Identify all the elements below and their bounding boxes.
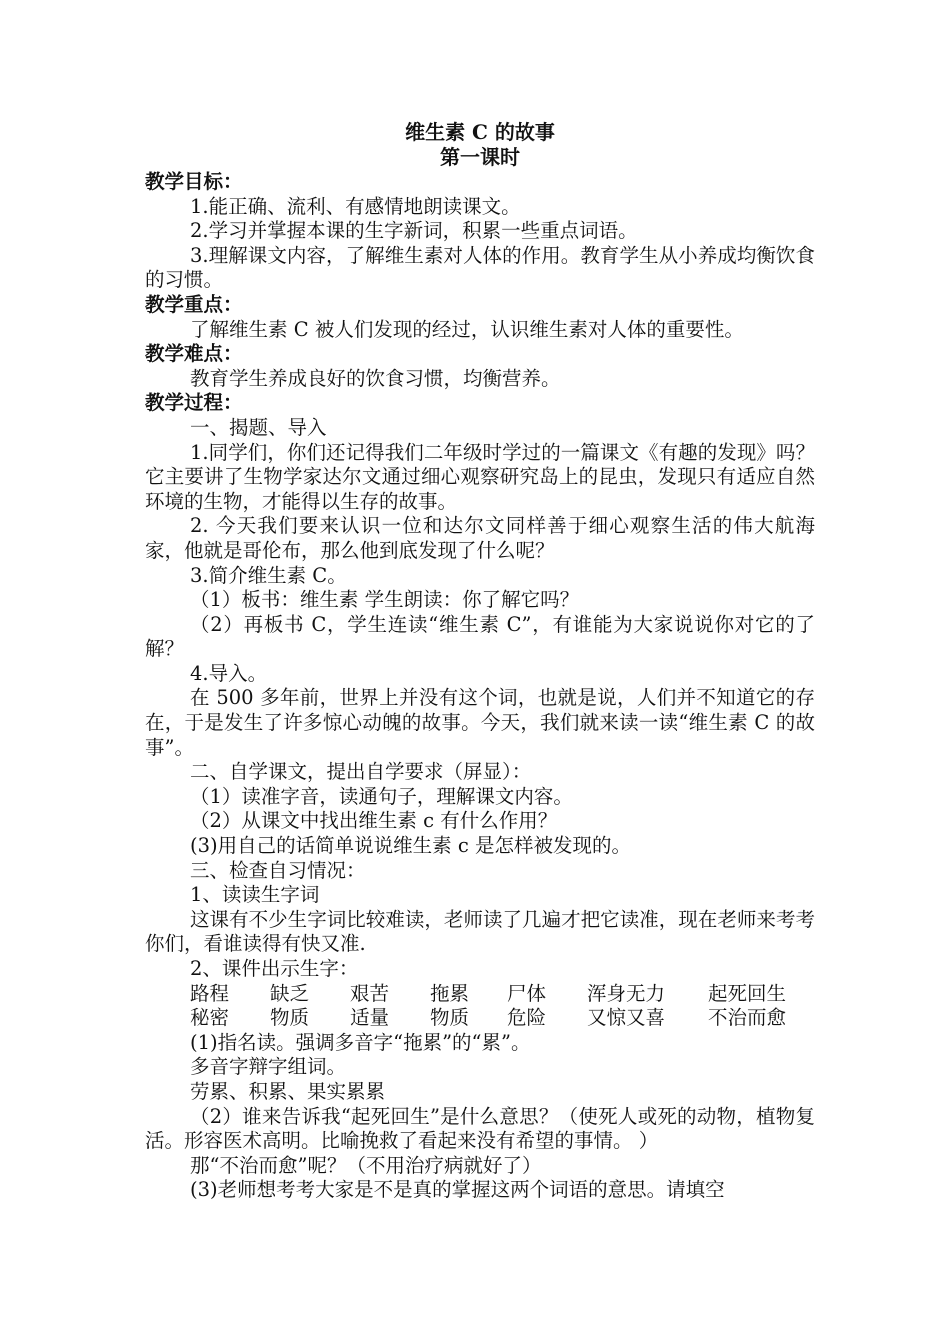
requirement-item: (3)用自己的话简单说说维生素 c 是怎样被发现的。 <box>190 834 631 858</box>
vocab-word: 不治而愈 <box>708 1006 787 1030</box>
vocab-word: 秘密 <box>190 1006 230 1030</box>
paragraph: （1）板书：维生素 学生朗读：你了解它吗？ <box>190 588 580 612</box>
difficulty-heading: 教学难点： <box>145 342 243 366</box>
document-subtitle: 第一课时 <box>440 145 520 169</box>
goals-heading: 教学目标： <box>145 170 243 193</box>
vocab-word: 又惊又喜 <box>587 1006 666 1030</box>
goal-item: 1.能正确、流利、有感情地朗读课文。 <box>190 194 521 218</box>
vocab-word: 路程 <box>190 981 230 1005</box>
vocab-word: 缺乏 <box>270 981 310 1005</box>
paragraph: （2）谁来告诉我“起死回生”是什么意思？（使死人或死的动物，植物复活。形容医术高明。比喻挽救了看起来没有希望的事情。 ） <box>145 1104 815 1153</box>
difficulty-text: 教育学生养成良好的饮食习惯，均衡营养。 <box>190 366 561 390</box>
goal-item: 3.理解课文内容，了解维生素对人体的作用。教育学生从小养成均衡饮食的习惯。 <box>145 243 815 292</box>
paragraph: (3)老师想考考大家是不是真的掌握这两个词语的意思。请填空 <box>190 1178 725 1202</box>
paragraph: 这课有不少生字词比较难读，老师读了几遍才把它读准，现在老师来考考你们，看谁读得有快又准. <box>145 907 815 956</box>
paragraph: 1.同学们，你们还记得我们二年级时学过的一篇课文《有趣的发现》吗？它主要讲了生物学家达尔文通过细心观察研究岛上的昆虫，发现只有适应自然环境的生物，才能得以生存的故事。 <box>145 440 815 513</box>
paragraph: 1、读读生字词 <box>190 883 320 907</box>
paragraph: 4.导入。 <box>190 661 268 685</box>
document-title: 维生素 C 的故事 <box>405 120 555 144</box>
goal-item: 2.学习并掌握本课的生字新词，积累一些重点词语。 <box>190 219 638 243</box>
vocab-word: 物质 <box>430 1006 470 1030</box>
key-points-heading: 教学重点： <box>145 292 243 316</box>
paragraph: 在 500 多年前，世界上并没有这个词，也就是说，人们并不知道它的存在，于是发生了许多惊心动魄的故事。今天，我们就来读一读“维生素 C 的故事”。 <box>145 686 815 759</box>
vocab-word: 适量 <box>350 1006 390 1030</box>
paragraph: 2. 今天我们要来认识一位和达尔文同样善于细心观察生活的伟大航海家，他就是哥伦布，那么他到底发现了什么呢？ <box>145 514 815 562</box>
vocab-word: 浑身无力 <box>587 981 666 1005</box>
paragraph: 3.简介维生素 C。 <box>190 563 347 587</box>
paragraph: 劳累、积累、果实累累 <box>190 1079 386 1103</box>
vocab-row <box>145 982 815 1007</box>
vocab-word: 尸体 <box>507 981 547 1005</box>
process-heading: 教学过程： <box>145 391 243 415</box>
document-body <box>145 120 815 1203</box>
requirement-item: （1）读准字音，读通句子，理解课文内容。 <box>190 784 573 808</box>
vocab-word: 艰苦 <box>350 981 390 1005</box>
paragraph: 2、课件出示生字： <box>190 957 359 980</box>
process-step-title: 二、自学课文，提出自学要求（屏显）： <box>190 760 532 784</box>
paragraph: (1)指名读。强调多音字“拖累”的“累”。 <box>190 1030 531 1054</box>
vocab-word: 危险 <box>507 1006 547 1030</box>
vocab-word: 起死回生 <box>708 981 787 1005</box>
vocab-word: 拖累 <box>430 981 470 1005</box>
vocab-row <box>145 1006 815 1031</box>
key-points-text: 了解维生素 C 被人们发现的经过，认识维生素对人体的重要性。 <box>190 317 744 341</box>
process-step-title: 三、检查自习情况： <box>190 858 366 882</box>
paragraph: 那“不治而愈”呢？（不用治疗病就好了） <box>190 1153 542 1177</box>
requirement-item: （2）从课文中找出维生素 c 有什么作用？ <box>190 809 558 833</box>
paragraph: （2）再板书 C，学生连读“维生素 C”，有谁能为大家说说你对它的了解？ <box>145 612 815 661</box>
vocab-word: 物质 <box>270 1006 310 1030</box>
process-step-title: 一、揭题、导入 <box>190 415 327 439</box>
paragraph: 多音字辩字组词。 <box>190 1055 347 1079</box>
